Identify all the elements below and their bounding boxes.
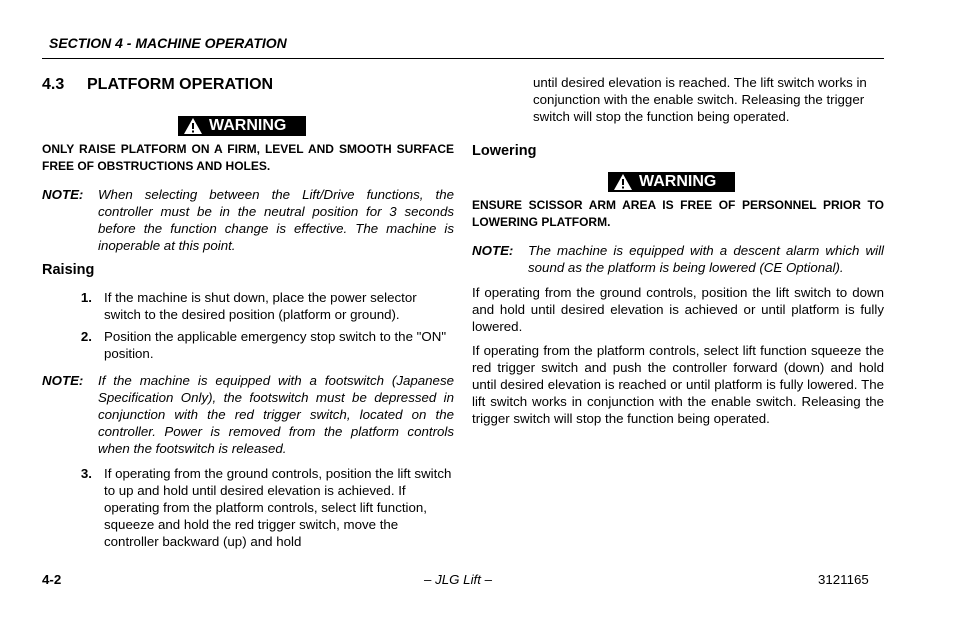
lowering-heading: Lowering bbox=[472, 143, 537, 159]
note-descent-alarm: The machine is equipped with a descent alarm which will sound as the platform is being lowered (CE Optional). bbox=[528, 243, 884, 275]
page-number: 4-2 bbox=[42, 572, 62, 587]
raising-heading: Raising bbox=[42, 262, 95, 278]
document-number: 3121165 bbox=[818, 572, 869, 587]
note-label: NOTE: bbox=[42, 187, 84, 202]
section-number: 4.3 bbox=[42, 76, 65, 93]
warning-triangle-icon bbox=[613, 173, 633, 191]
warning-label: WARNING bbox=[639, 173, 717, 190]
warning-banner bbox=[608, 172, 735, 192]
lowering-platform-paragraph: If operating from the platform controls, select lift function squeeze the red trigger switch and push the controller forward (down) and hold until desired elevation is reached or until platform is fully lowered. The lift switch works in conjunction with the enable switch. Releasing the trigger switch will stop the function being operated. bbox=[472, 343, 884, 426]
step-3-text: If operating from the ground controls, position the lift switch to up and hold until desired elevation is achieved. If operating from the platform controls, select lift function, squeeze and hold the red trigger switch, move the controller backward (up) and hold bbox=[104, 466, 452, 549]
section-header: SECTION 4 - MACHINE OPERATION bbox=[49, 35, 287, 51]
note-label: NOTE: bbox=[472, 243, 514, 258]
lowering-ground-paragraph: If operating from the ground controls, position the lift switch to down and hold until desired elevation is achieved or until platform is fully lowered. bbox=[472, 285, 884, 334]
step-number: 2. bbox=[80, 329, 92, 344]
step-number: 3. bbox=[80, 466, 92, 481]
step-2-text: Position the applicable emergency stop switch to the "ON" position. bbox=[104, 329, 447, 361]
note-neutral: When selecting between the Lift/Drive functions, the controller must be in the neutral position for 3 seconds before the function change is effective. The machine is inoperable at this point. bbox=[98, 187, 454, 253]
header-rule bbox=[42, 58, 884, 59]
warning-label: WARNING bbox=[209, 117, 287, 134]
step-1-text: If the machine is shut down, place the power selector switch to the desired position (platform or ground). bbox=[104, 290, 417, 322]
warning-text-lower: ENSURE SCISSOR ARM AREA IS FREE OF PERSONNEL PRIOR TO LOWERING PLATFORM. bbox=[472, 198, 884, 229]
footer-center: – JLG Lift – bbox=[424, 572, 492, 587]
step-3-continued: until desired elevation is reached. The lift switch works in conjunction with the enable switch. Releasing the trigger switch will stop the function being operated. bbox=[533, 75, 867, 124]
step-number: 1. bbox=[80, 290, 92, 305]
warning-text-raise: ONLY RAISE PLATFORM ON A FIRM, LEVEL AND SMOOTH SURFACE FREE OF OBSTRUCTIONS AND HOLES. bbox=[42, 142, 454, 173]
note-label: NOTE: bbox=[42, 373, 84, 388]
note-footswitch: If the machine is equipped with a footswitch (Japanese Specification Only), the footswitch must be depressed in conjunction with the red trigger switch, located on the controller. Power is removed from the platform controls when the footswitch is released. bbox=[98, 373, 454, 456]
warning-triangle-icon bbox=[183, 117, 203, 135]
warning-banner bbox=[178, 116, 306, 136]
section-title: PLATFORM OPERATION bbox=[87, 76, 274, 93]
